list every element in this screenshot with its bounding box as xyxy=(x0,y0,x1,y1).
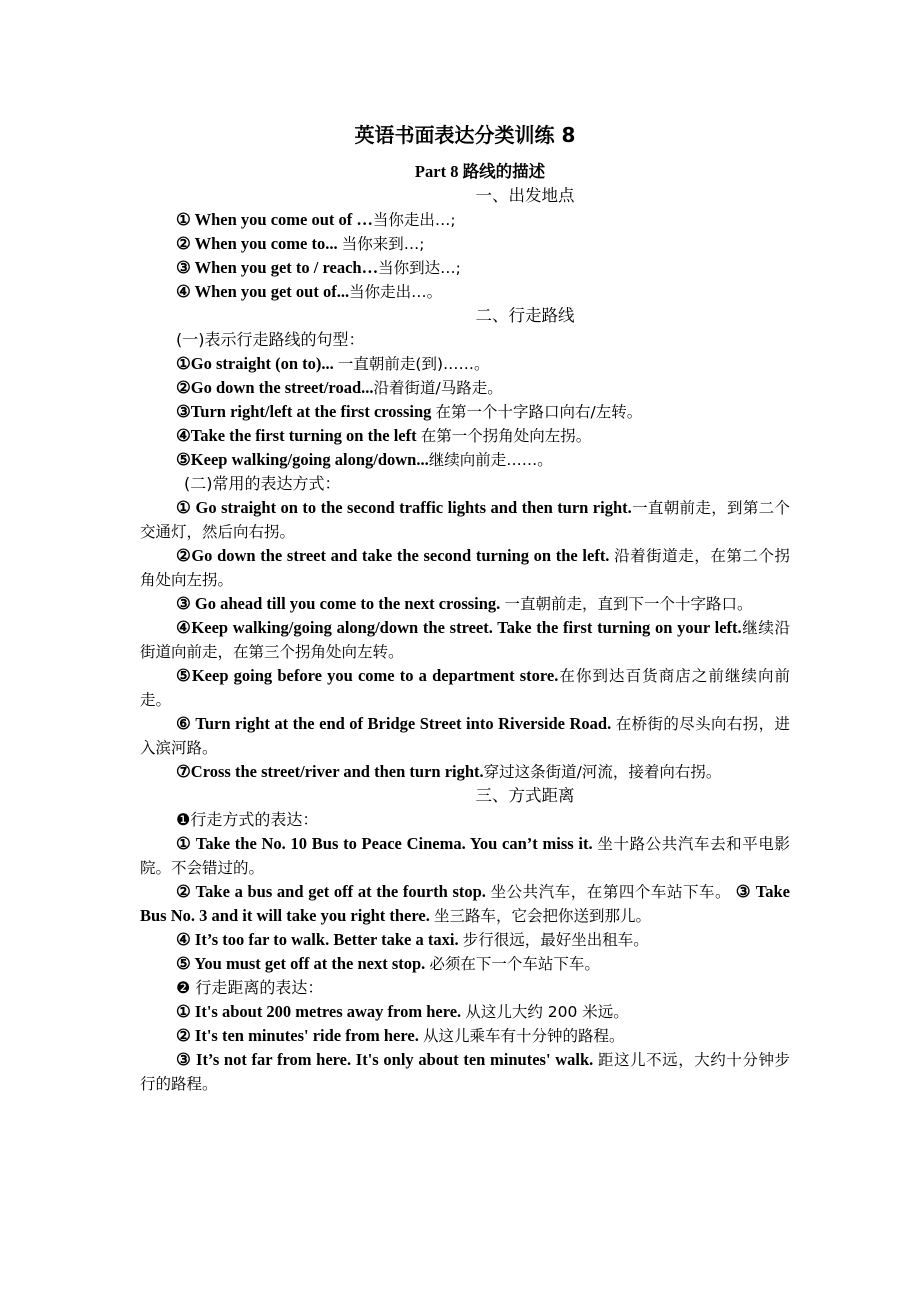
section1-item-3: ③ When you get to / reach…当你到达…; xyxy=(176,258,461,277)
section3-way-item-2: ② Take a bus and get off at the fourth stop. 坐公共汽车，在第四个车站下车。 ③ Take Bus No. 3 and it will take you right there. 坐三路车，它会把你送到那儿。 xyxy=(140,882,790,925)
section3-dist-item-1: ① It's about 200 metres away from here. 从这儿大约 200 米远。 xyxy=(176,1002,629,1021)
section2-sub1-item-1: ①Go straight (on to)... 一直朝前走(到)……。 xyxy=(176,354,490,373)
document-page xyxy=(140,118,790,1096)
document-subtitle: Part 8 路线的描述 xyxy=(414,162,546,181)
section2-sub1-item-3: ③Turn right/left at the first crossing 在第一个十字路口向右/左转。 xyxy=(176,402,643,421)
document-title: 英语书面表达分类训练 8 xyxy=(354,123,576,147)
section2-sub2-item-1: ① Go straight on to the second traffic lights and then turn right.一直朝前走，到第二个交通灯，然后向右拐。 xyxy=(140,498,790,541)
section1-item-2: ② When you come to... 当你来到…; xyxy=(176,234,425,253)
section1-item-1: ① When you come out of …当你走出…; xyxy=(176,210,456,229)
section3-dist-label: ❷ 行走距离的表达： xyxy=(176,978,324,997)
section2-sub1-item-2: ②Go down the street/road...沿着街道/马路走。 xyxy=(176,378,503,397)
section3-dist-item-3: ③ It’s not far from here. It's only about ten minutes' walk. 距这儿不远，大约十分钟步行的路程。 xyxy=(140,1050,790,1093)
section3-way-label: ❶行走方式的表达： xyxy=(176,810,319,829)
section2-sub2-item-3: ③ Go ahead till you come to the next crossing. 一直朝前走，直到下一个十字路口。 xyxy=(176,594,753,613)
section1-item-4: ④ When you get out of...当你走出…。 xyxy=(176,282,443,301)
section2-sub2-label: (二)常用的表达方式： xyxy=(184,474,341,493)
section2-sub2-item-2: ②Go down the street and take the second turning on the left. 沿着街道走，在第二个拐角处向左拐。 xyxy=(140,546,790,589)
section2-sub2-item-5: ⑤Keep going before you come to a department store.在你到达百货商店之前继续向前走。 xyxy=(140,666,790,709)
section3-way-item-1: ① Take the No. 10 Bus to Peace Cinema. You can’t miss it. 坐十路公共汽车去和平电影院。不会错过的。 xyxy=(140,834,790,877)
section2-sub2-item-4: ④Keep walking/going along/down the street. Take the first turning on your left.继续沿街道向前走，在第三个拐角处向左转。 xyxy=(140,618,790,661)
section2-sub1-item-4: ④Take the first turning on the left 在第一个拐角处向左拐。 xyxy=(176,426,592,445)
section1-heading: 一、出发地点 xyxy=(475,186,575,205)
section2-sub2-item-6: ⑥ Turn right at the end of Bridge Street into Riverside Road. 在桥街的尽头向右拐，进入滨河路。 xyxy=(140,714,790,757)
section2-heading: 二、行走路线 xyxy=(475,306,575,325)
section3-heading: 三、方式距离 xyxy=(475,786,575,805)
section3-dist-item-2: ② It's ten minutes' ride from here. 从这儿乘车有十分钟的路程。 xyxy=(176,1026,625,1045)
section3-way-item-4: ⑤ You must get off at the next stop. 必须在下一个车站下车。 xyxy=(176,954,600,973)
section2-sub1-label: (一)表示行走路线的句型： xyxy=(176,330,365,349)
section3-way-item-3: ④ It’s too far to walk. Better take a taxi. 步行很远，最好坐出租车。 xyxy=(176,930,649,949)
section2-sub2-item-7: ⑦Cross the street/river and then turn right.穿过这条街道/河流，接着向右拐。 xyxy=(176,762,722,781)
section2-sub1-item-5: ⑤Keep walking/going along/down...继续向前走……。 xyxy=(176,450,553,469)
